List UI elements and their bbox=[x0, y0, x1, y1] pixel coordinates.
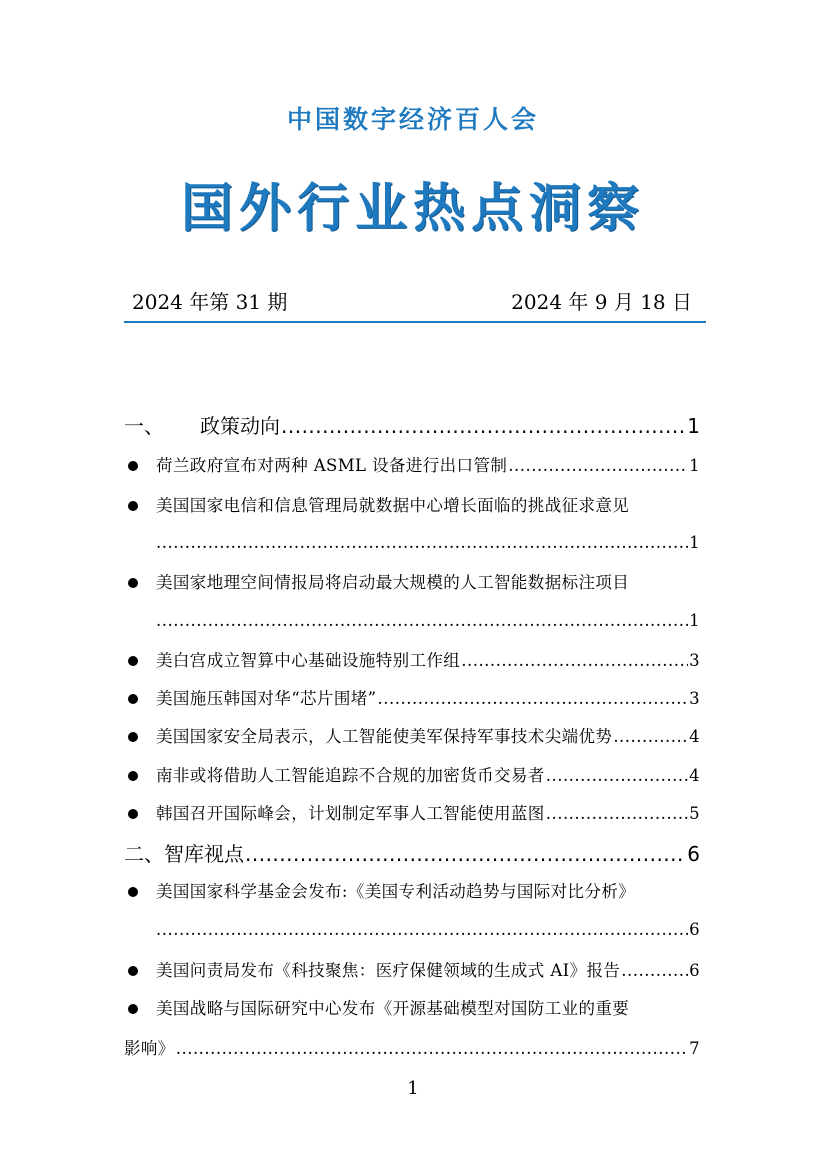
toc-item[interactable] bbox=[156, 760, 700, 792]
toc-item[interactable] bbox=[156, 721, 700, 753]
toc-item-label: 荷兰政府宣布对两种 ASML 设备进行出口管制 bbox=[156, 456, 508, 475]
toc-section-label: 二、智库视点 bbox=[124, 842, 244, 866]
toc-page-number: 4 bbox=[689, 766, 700, 785]
bullet-icon bbox=[128, 771, 138, 781]
toc-item-label: 美国国家安全局表示，人工智能使美军保持军事技术尖端优势 bbox=[156, 727, 613, 746]
bullet-icon bbox=[128, 578, 138, 588]
toc-item-label[interactable]: 美国家地理空间情报局将启动最大规模的人工智能数据标注项目 bbox=[156, 573, 630, 592]
toc-leader bbox=[281, 410, 686, 442]
toc-page-number: 3 bbox=[689, 689, 700, 708]
toc-leader bbox=[613, 721, 688, 753]
toc-page-number: 1 bbox=[689, 456, 700, 475]
toc-item-label: 韩国召开国际峰会，计划制定军事人工智能使用蓝图 bbox=[156, 804, 545, 823]
toc-item[interactable] bbox=[156, 450, 700, 482]
toc-leader bbox=[156, 605, 688, 637]
toc-page-number: 7 bbox=[689, 1039, 700, 1058]
toc-item-label: 南非或将借助人工智能追踪不合规的加密货币交易者 bbox=[156, 766, 545, 785]
issue-number: 2024 年第 31 期 bbox=[132, 290, 288, 314]
bullet-icon bbox=[128, 966, 138, 976]
toc-page-number: 6 bbox=[687, 842, 700, 866]
toc-leader bbox=[176, 1033, 688, 1065]
toc-item-continuation[interactable] bbox=[156, 605, 700, 637]
toc-leader bbox=[377, 683, 688, 715]
toc-item[interactable] bbox=[156, 798, 700, 830]
toc-page-number: 1 bbox=[687, 414, 700, 438]
toc-leader bbox=[546, 760, 688, 792]
bullet-icon bbox=[128, 501, 138, 511]
toc-item-label-continued: 影响》 bbox=[124, 1039, 175, 1058]
toc-page-number: 5 bbox=[689, 804, 700, 823]
bullet-icon bbox=[128, 887, 138, 897]
toc-item[interactable] bbox=[156, 955, 700, 987]
toc-item-label: 美白宫成立智算中心基础设施特别工作组 bbox=[156, 651, 461, 670]
toc-page-number: 4 bbox=[689, 727, 700, 746]
toc-section-label: 政策动向 bbox=[200, 414, 280, 438]
toc-item-label: 美国施压韩国对华“芯片围堵” bbox=[156, 689, 377, 708]
toc-section-number: 一、 bbox=[124, 414, 164, 438]
toc-section-1[interactable] bbox=[124, 410, 700, 442]
toc-item-label[interactable]: 美国国家科学基金会发布:《美国专利活动趋势与国际对比分析》 bbox=[156, 882, 636, 901]
toc-item-label[interactable]: 美国战略与国际研究中心发布《开源基础模型对国防工业的重要 bbox=[156, 999, 630, 1018]
toc-leader bbox=[621, 955, 688, 987]
toc-item-continuation[interactable] bbox=[124, 1033, 700, 1065]
toc-page-number: 1 bbox=[689, 611, 700, 630]
toc-leader bbox=[156, 914, 688, 946]
toc-page-number: 3 bbox=[689, 651, 700, 670]
bullet-icon bbox=[128, 1004, 138, 1014]
toc-leader bbox=[156, 527, 688, 559]
toc-page-number: 1 bbox=[689, 533, 700, 552]
toc-item-label: 美国问责局发布《科技聚焦：医疗保健领域的生成式 AI》报告 bbox=[156, 961, 621, 980]
toc-item-continuation[interactable] bbox=[156, 527, 700, 559]
organization-name: 中国数字经济百人会 bbox=[286, 105, 539, 134]
toc-leader bbox=[546, 798, 688, 830]
page-number: 1 bbox=[407, 1078, 419, 1099]
toc-leader bbox=[245, 838, 686, 870]
bullet-icon bbox=[128, 732, 138, 742]
toc-leader bbox=[508, 450, 688, 482]
toc-item[interactable] bbox=[156, 683, 700, 715]
toc-item-label[interactable]: 美国国家电信和信息管理局就数据中心增长面临的挑战征求意见 bbox=[156, 496, 630, 515]
toc-page-number: 6 bbox=[689, 961, 700, 980]
toc-section-2[interactable] bbox=[124, 838, 700, 870]
bullet-icon bbox=[128, 809, 138, 819]
toc-item-continuation[interactable] bbox=[156, 914, 700, 946]
document-title: 国外行业热点洞察 bbox=[180, 179, 645, 239]
toc-item[interactable] bbox=[156, 645, 700, 677]
bullet-icon bbox=[128, 461, 138, 471]
bullet-icon bbox=[128, 656, 138, 666]
toc-leader bbox=[461, 645, 688, 677]
issue-date: 2024 年 9 月 18 日 bbox=[511, 290, 692, 314]
bullet-icon bbox=[128, 694, 138, 704]
toc-page-number: 6 bbox=[689, 920, 700, 939]
